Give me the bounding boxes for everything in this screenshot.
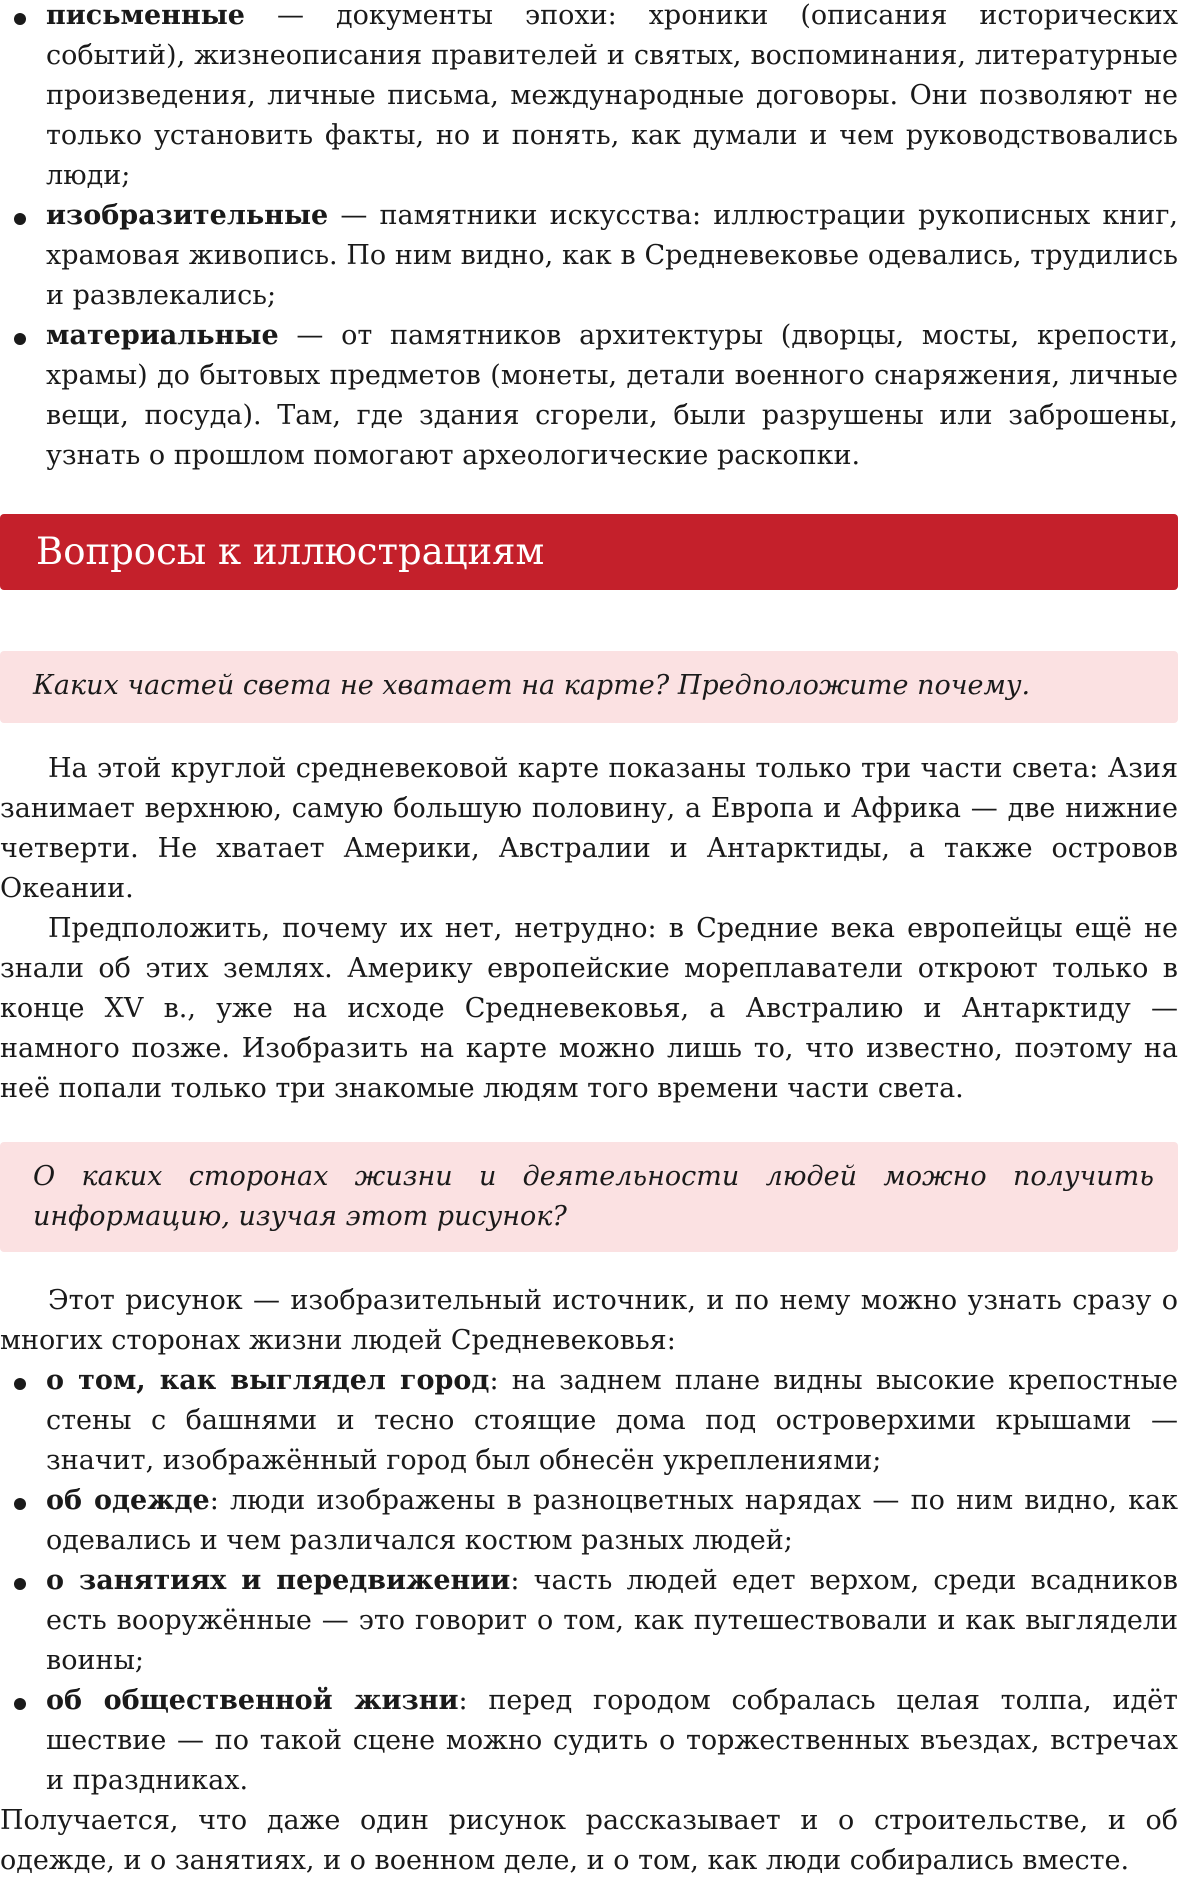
list-item-text: : перед городом собралась целая толпа, идёт шествие — по такой сцене можно судить о торжественных въездах, встречах и праздниках. [46,1685,1178,1796]
list-item-term: об одежде [46,1485,210,1516]
bullet-icon [14,1378,26,1390]
section-title: Вопросы к иллюстрациям [36,530,545,573]
list-item [0,1681,1178,1801]
list-item-text: — документы эпохи: хроники (описания исторических событий), жизнеописания правителей и святых, воспоминания, литературные произведения, личные письма, международные договоры. Они позволяют не только установить факты, но и понять, как думали и чем руководствовались люди; [46,0,1178,191]
list-item-term: изобразительные [46,200,329,231]
answer-block [0,749,1178,1109]
answer-conclusion: Получается, что даже один рисунок рассказывает и о строительстве, и об одежде, и о занятиях, и о военном деле, и о том, как люди собирались вместе. [0,1805,1178,1876]
answer-intro: Этот рисунок — изобразительный источник, и по нему можно узнать сразу о многих сторонах жизни людей Средневековья: [0,1285,1178,1356]
answer-block [0,1281,1178,1881]
list-item-term: о том, как выглядел город [46,1365,490,1396]
list-item-text: — от памятников архитектуры (дворцы, мосты, крепости, храмы) до бытовых предметов (монеты, детали военного снаряжения, личные вещи, посуда). Там, где здания сгорели, были разрушены или заброшены, узнать о прошлом помогают археологические раскопки. [46,320,1178,471]
list-item-text: : на заднем плане видны высокие крепостные стены с башнями и тесно стоящие дома под островерхими крышами — значит, изображённый город был обнесён укреплениями; [46,1365,1178,1476]
bullet-icon [14,213,26,225]
section-banner [0,514,1178,590]
bullet-icon [14,333,26,345]
question-text: О каких сторонах жизни и деятельности людей можно получить информацию, изучая этот рисунок? [33,1161,1154,1232]
list-item-text: : часть людей едет верхом, среди всадников есть вооружённые — это говорит о том, как путешествовали и как выглядели воины; [46,1565,1178,1676]
question-text: Каких частей света не хватает на карте? Предположите почему. [33,670,1031,701]
list-item-text: — памятники искусства: иллюстрации рукописных книг, храмовая живопись. По ним видно, как в Средневековье одевались, трудились и развлекались; [46,200,1178,311]
sources-section [0,0,1178,476]
aspects-list [0,1361,1178,1801]
question-box [0,651,1178,723]
bullet-icon [14,1498,26,1510]
list-item [0,1561,1178,1681]
list-item [0,316,1178,476]
answer-paragraph: На этой круглой средневековой карте показаны только три части света: Азия занимает верхнюю, самую большую половину, а Европа и Африка — две нижние четверти. Не хватает Америки, Австралии и Антарктиды, а также островов Океании. [0,753,1178,904]
question-box [0,1142,1178,1252]
list-item [0,1361,1178,1481]
list-item-term: о занятиях и передвижении [46,1565,511,1596]
list-item-term: материальные [46,320,279,351]
list-item-term: об общественной жизни [46,1685,459,1716]
list-item [0,196,1178,316]
sources-list [0,0,1178,476]
list-item-text: : люди изображены в разноцветных нарядах — по ним видно, как одевались и чем различался костюм разных людей; [46,1485,1179,1556]
bullet-icon [14,1698,26,1710]
answer-paragraph: Предположить, почему их нет, нетрудно: в Средние века европейцы ещё не знали об этих землях. Америку европейские мореплаватели откроют только в конце XV в., уже на исходе Средневековья, а Австралию и Антарктиду — намного позже. Изобразить на карте можно лишь то, что известно, поэтому на неё попали только три знакомые людям того времени части света. [0,913,1178,1104]
bullet-icon [14,1578,26,1590]
list-item-term: письменные [46,0,245,31]
list-item [0,1481,1178,1561]
bullet-icon [14,13,26,25]
list-item [0,0,1178,196]
